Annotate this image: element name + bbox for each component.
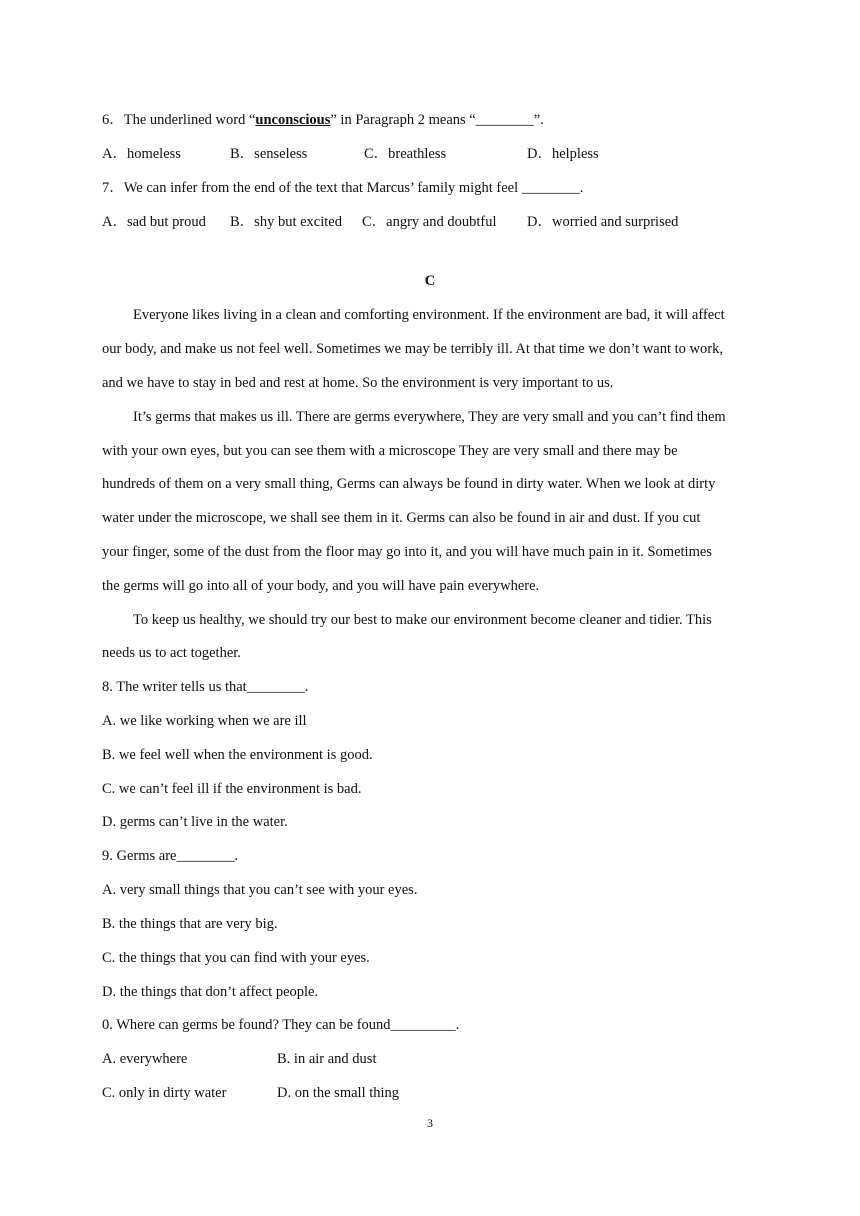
question-8-option-b: B. we feel well when the environment is good. xyxy=(102,747,373,763)
question-6-option-d: D．helpless xyxy=(527,146,599,162)
question-7-option-b: B．shy but excited xyxy=(230,214,342,230)
paragraph-1-line-3: and we have to stay in bed and rest at home. So the environment is very important to us. xyxy=(102,375,614,391)
question-6-prefix: 6．The underlined word “ xyxy=(102,112,256,128)
paragraph-3-line-2: needs us to act together. xyxy=(102,645,241,661)
question-10-option-d: D. on the small thing xyxy=(277,1085,400,1101)
paragraph-2-line-2: with your own eyes, but you can see them with a microscope They are very small and there may be xyxy=(102,443,678,459)
paragraph-3-line-1: To keep us healthy, we should try our best to make our environment become cleaner and tidier. This xyxy=(133,612,712,628)
paragraph-1-line-1: Everyone likes living in a clean and comforting environment. If the environment are bad, it will affect xyxy=(133,307,725,323)
question-9: 9. Germs are________. xyxy=(102,848,239,864)
question-9-option-c: C. the things that you can find with your eyes. xyxy=(102,950,370,966)
question-6-suffix: ” in Paragraph 2 means “________”. xyxy=(330,112,544,128)
question-7-option-a: A．sad but proud xyxy=(102,214,206,230)
question-10-option-b: B. in air and dust xyxy=(277,1051,377,1067)
question-6-option-a: A．homeless xyxy=(102,146,181,162)
paragraph-2-line-3: hundreds of them on a very small thing, Germs can always be found in dirty water. When we look at dirty xyxy=(102,476,716,492)
question-6-option-c: C．breathless xyxy=(364,146,447,162)
paragraph-2-line-4: water under the microscope, we shall see them in it. Germs can also be found in air and dust. If you cut xyxy=(102,510,701,526)
question-8-option-d: D. germs can’t live in the water. xyxy=(102,814,288,830)
question-9-option-d: D. the things that don’t affect people. xyxy=(102,984,319,1000)
question-10-option-a: A. everywhere xyxy=(102,1051,188,1067)
question-10-option-c: C. only in dirty water xyxy=(102,1085,227,1101)
underlined-word: unconscious xyxy=(255,112,331,128)
question-9-option-a: A. very small things that you can’t see with your eyes. xyxy=(102,882,418,898)
paragraph-2-line-5: your finger, some of the dust from the floor may go into it, and you will have much pain in it. Sometimes xyxy=(102,544,712,560)
section-title: C xyxy=(424,273,436,289)
question-10: 0. Where can germs be found? They can be found_________. xyxy=(102,1017,460,1033)
question-8-option-c: C. we can’t feel ill if the environment is bad. xyxy=(102,781,362,797)
page-number: 3 xyxy=(427,1116,433,1130)
question-7-option-c: C．angry and doubtful xyxy=(362,214,497,230)
question-8: 8. The writer tells us that________. xyxy=(102,679,309,695)
question-8-option-a: A. we like working when we are ill xyxy=(102,713,307,729)
question-7-option-d: D．worried and surprised xyxy=(527,214,679,230)
question-7: 7．We can infer from the end of the text that Marcus’ family might feel ________. xyxy=(102,180,584,196)
paragraph-2-line-6: the germs will go into all of your body, and you will have pain everywhere. xyxy=(102,578,540,594)
paragraph-2-line-1: It’s germs that makes us ill. There are germs everywhere, They are very small and you can’t find them xyxy=(133,409,726,425)
question-6 xyxy=(102,110,544,130)
question-9-option-b: B. the things that are very big. xyxy=(102,916,278,932)
paragraph-1-line-2: our body, and make us not feel well. Sometimes we may be terribly ill. At that time we don’t want to work, xyxy=(102,341,723,357)
question-6-option-b: B．senseless xyxy=(230,146,308,162)
